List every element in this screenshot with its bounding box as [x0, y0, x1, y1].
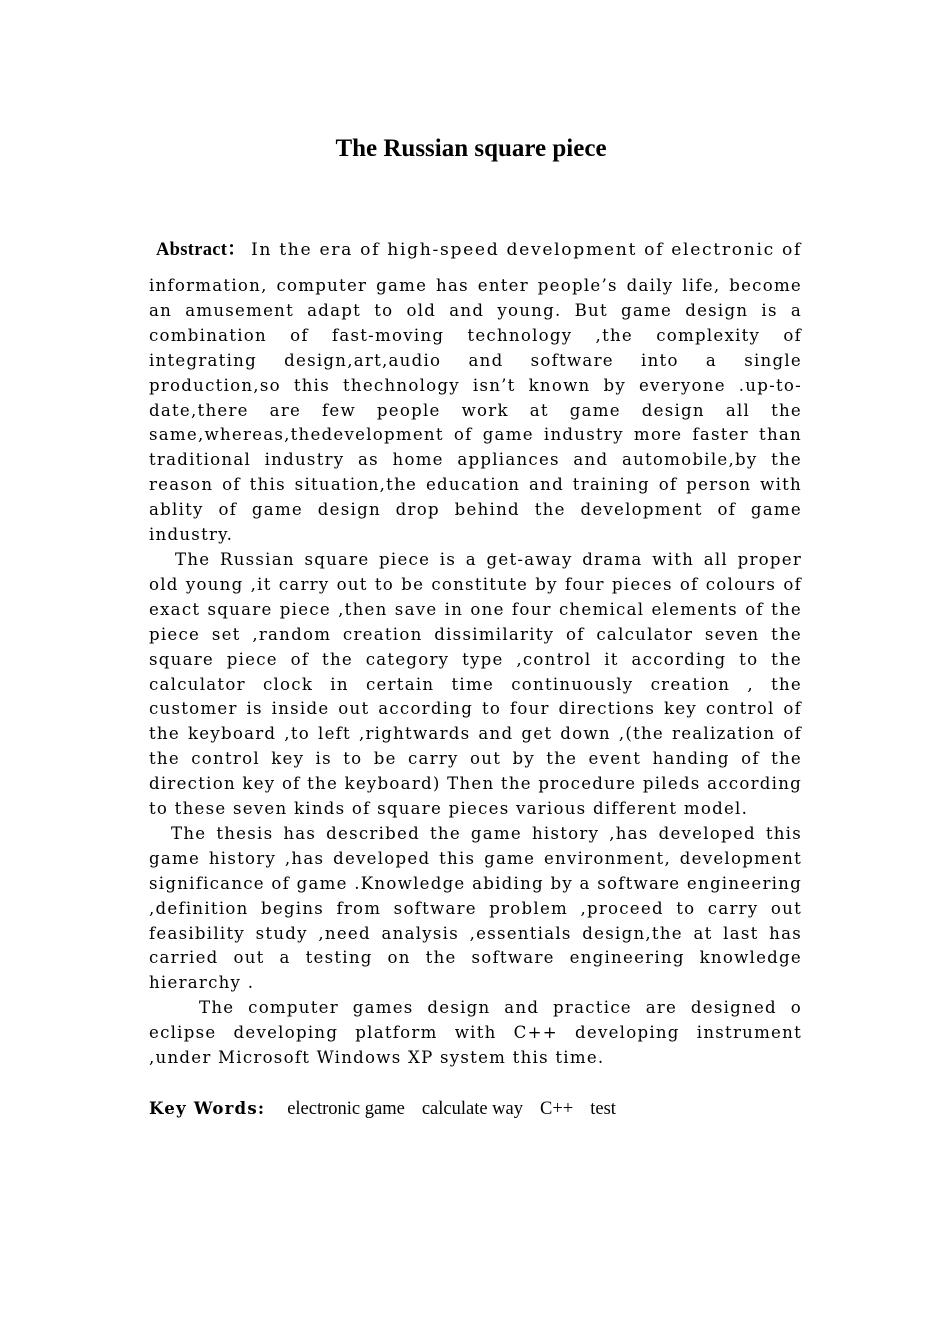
- abstract-paragraph: The thesis has described the game history ,has developed this game history ,has developed this game environment, development significance of game .Knowledge abiding by a software engineering ,definition begins from software problem ,proceed to carry out feasibility study ,need analysis ,essentials design,the at last has carried out a testing on the software engineering knowledge hierarchy .: [149, 823, 802, 993]
- keyword-item: electronic game: [287, 1099, 405, 1119]
- abstract-paragraph: information, computer game has enter people’s daily life, become an amusement adapt to old and young. But game design is a combination of fast-moving technology ,the complexity of integrating design,art,audio and software into a single production,so this thechnology isn’t known by everyone .up-to-date,there are few people work at game design all the same,whereas,thedevelopment of game industry more faster than traditional industry as home appliances and automobile,by the reason of this situation,the education and training of person with ablity of game design drop behind the development of game industry.: [149, 276, 802, 545]
- page-title: The Russian square piece: [335, 135, 607, 162]
- keyword-item: calculate way: [421, 1099, 523, 1119]
- abstract-first-line: [156, 237, 802, 263]
- abstract-paragraph: The Russian square piece is a get-away drama with all proper old young ,it carry out to be constitute by four pieces of colours of exact square piece ,then save in one four chemical elements of the piece set ,random creation dissimilarity of calculator seven the square piece of the category type ,control it according to the calculator clock in certain time continuously creation , the customer is inside out according to four directions key control of the keyboard ,to left ,rightwards and get down ,(the realization of the control key is to be carry out by the event handing of the direction key of the keyboard) Then the procedure pileds according to these seven kinds of square pieces various different model.: [149, 549, 802, 819]
- keywords-line: [149, 1097, 809, 1121]
- keyword-item: C++: [540, 1099, 574, 1119]
- abstract-label: Abstract：: [156, 240, 247, 260]
- keyword-item: test: [590, 1099, 616, 1119]
- abstract-paragraph: The computer games design and practice are designed o eclipse developing platform with C++ developing instrument ,under Microsoft Windows XP system this time.: [149, 998, 802, 1068]
- abstract-body: [149, 274, 802, 1071]
- keywords-label: Key Words:: [149, 1098, 266, 1118]
- abstract-lead-text: In the era of high-speed development of electronic of: [250, 240, 802, 260]
